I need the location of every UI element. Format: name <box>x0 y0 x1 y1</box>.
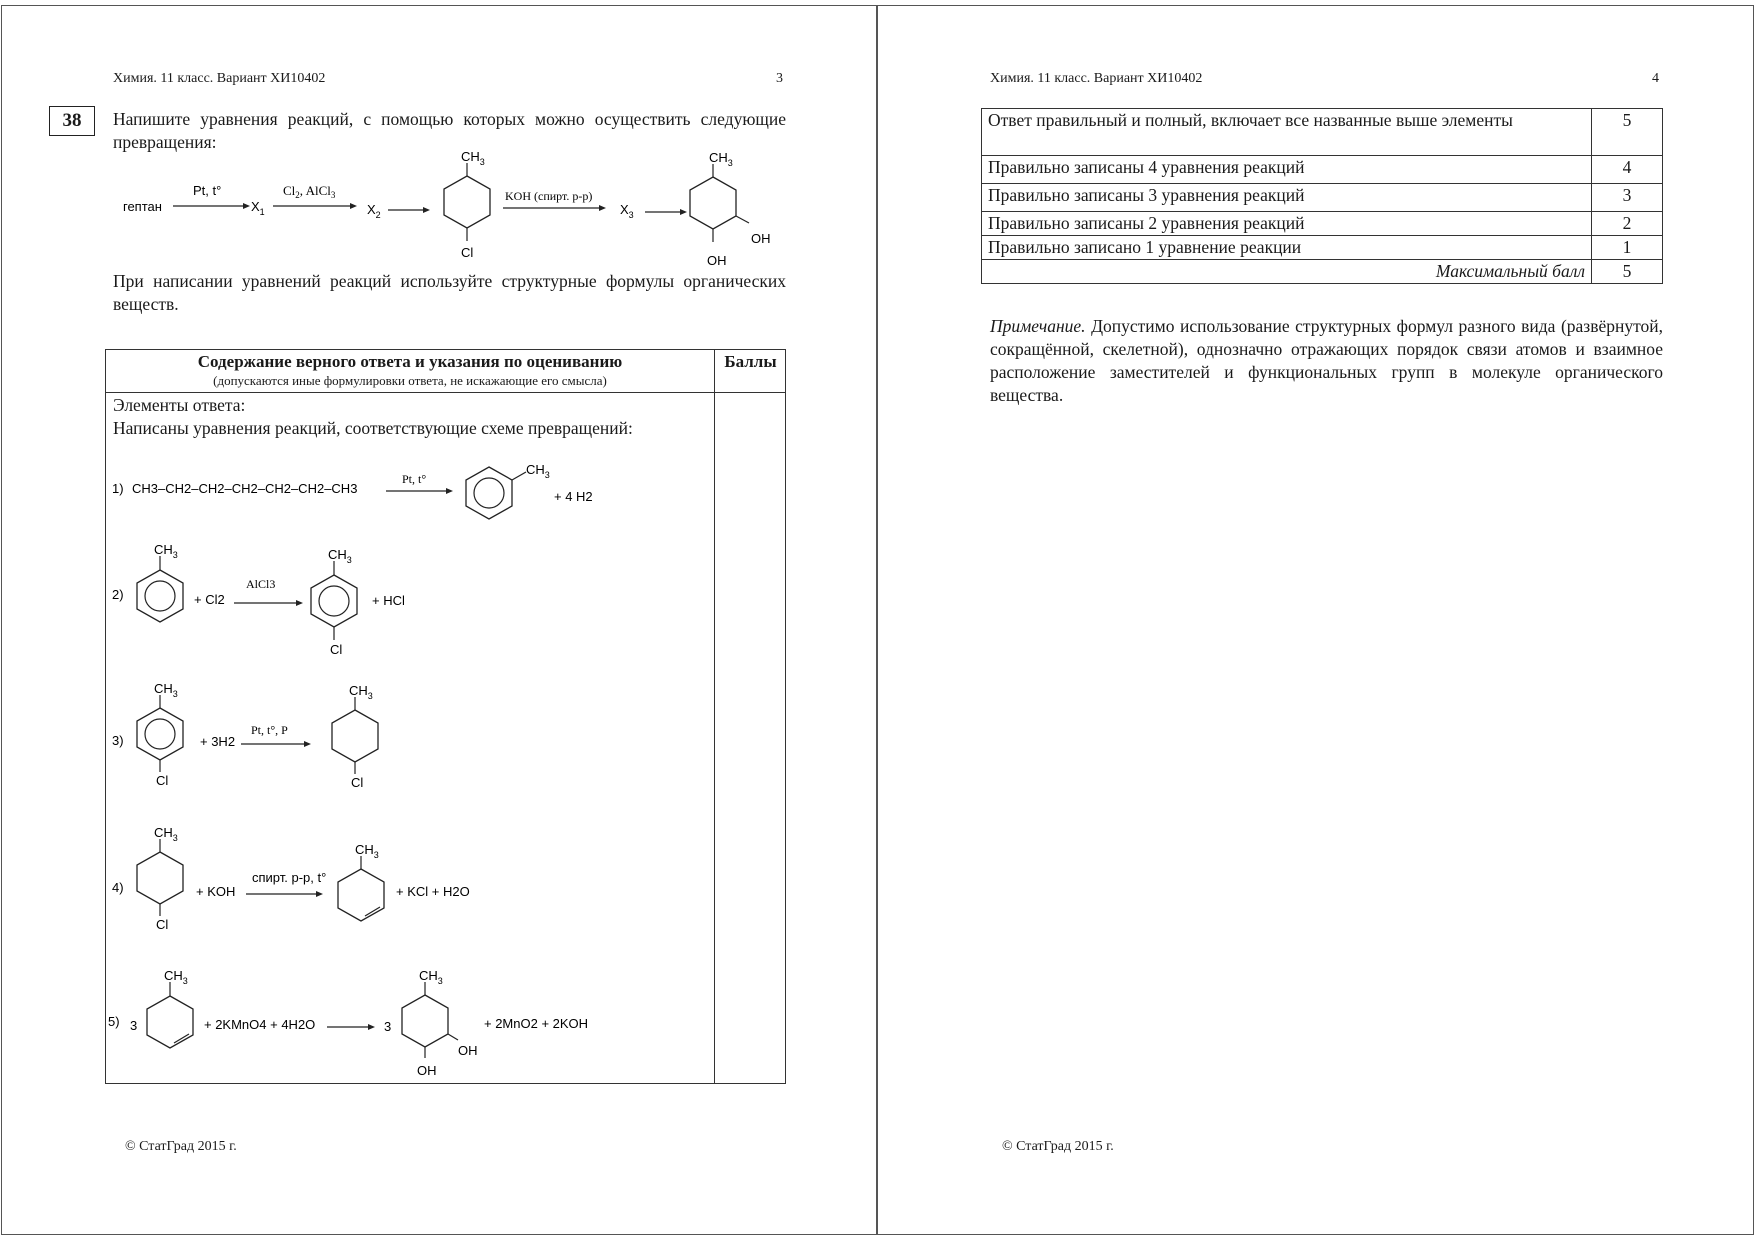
criteria-table <box>981 108 1663 284</box>
svg-text:CH3: $CH_3$ <box>709 150 733 168</box>
left-copyright: © СтатГрад 2015 г. <box>125 1139 237 1154</box>
svg-text:CH3: $CH_3$ <box>164 968 188 986</box>
note-text: Допустимо использование структурных формул разного вида (развёрнутой, сокращённой, скелетной), однозначно отражающих порядок связи атомов и взаимное расположение заместителей и функциональных групп в молекуле органического вещества. <box>990 316 1664 405</box>
svg-text:4): 4) <box>112 880 124 895</box>
equation-2 <box>112 542 405 657</box>
answer-table <box>105 349 786 1084</box>
svg-text:CH3: $CH_3$ <box>526 462 550 480</box>
instruction-text: При написании уравнений реакций используйте структурные формулы органических веществ. <box>113 271 786 314</box>
svg-text:CH3: $CH_3$ <box>154 825 178 843</box>
svg-text:Cl2, AlCl3: $Cl_2$, AlCl$_3$ <box>283 183 336 200</box>
svg-text:+ 2MnO2 + 2KOH: + 2MnO2 + 2KOH <box>484 1016 589 1031</box>
criteria-points: 4 <box>1592 156 1663 184</box>
svg-text:X3: $X_3$ <box>620 202 634 220</box>
svg-text:OH: OH <box>707 253 727 268</box>
svg-text:+ 2KMnO4 + 4H2O: + 2KMnO4 + 4H2O <box>204 1017 316 1032</box>
max-score-label: Максимальный балл <box>982 260 1592 284</box>
criteria-text: Правильно записаны 4 уравнения реакций <box>982 156 1592 184</box>
criteria-row <box>982 156 1663 184</box>
equation-4 <box>112 825 470 932</box>
note-label: Примечание. <box>990 316 1086 336</box>
scheme-cond-1: Pt, t° <box>193 183 222 198</box>
criteria-text: Правильно записано 1 уравнение реакции <box>982 236 1592 260</box>
svg-text:OH: OH <box>751 231 771 246</box>
svg-text:спирт. р-р, t°: спирт. р-р, t° <box>252 870 327 885</box>
criteria-points: 3 <box>1592 184 1663 212</box>
svg-text:3: 3 <box>384 1019 392 1034</box>
svg-text:5): 5) <box>108 1014 120 1029</box>
elements-label: Элементы ответа: <box>113 395 246 415</box>
equation-3 <box>112 681 378 790</box>
right-header: Химия. 11 класс. Вариант ХИ10402 <box>990 71 1203 86</box>
svg-text:CH3: $CH_3$ <box>154 681 178 699</box>
svg-text:AlCl3: AlCl3 <box>246 577 276 591</box>
svg-text:CH3: $CH_3$ <box>349 683 373 701</box>
right-page-number: 4 <box>1652 71 1659 86</box>
svg-text:3: 3 <box>130 1018 138 1033</box>
svg-text:+ KOH: + KOH <box>196 884 236 899</box>
max-score-points: 5 <box>1592 260 1663 284</box>
svg-text:CH3: $CH_3$ <box>328 547 352 565</box>
elements-text: Написаны уравнения реакций, соответствующие схеме превращений: <box>113 418 633 438</box>
scheme-cond-3: KOH (спирт. р-р) <box>505 189 593 203</box>
svg-text:Cl: Cl <box>330 642 343 657</box>
criteria-points: 1 <box>1592 236 1663 260</box>
criteria-row <box>982 109 1663 156</box>
svg-text:+ Cl2: + Cl2 <box>194 592 225 607</box>
equation-5 <box>108 968 588 1078</box>
svg-text:+ KCl + H2O: + KCl + H2O <box>396 884 470 899</box>
svg-text:Pt, t°: Pt, t° <box>402 472 427 486</box>
svg-text:Cl: Cl <box>461 245 474 260</box>
svg-text:+ HCl: + HCl <box>372 593 405 608</box>
equation-1 <box>112 462 593 519</box>
svg-text:CH3: $CH_3$ <box>355 842 379 860</box>
criteria-points: 2 <box>1592 212 1663 236</box>
table-header-points: Баллы <box>724 352 777 371</box>
svg-text:Cl: Cl <box>156 917 169 932</box>
table-header-sub: (допускаются иные формулировки ответа, не искажающие его смысла) <box>213 373 607 388</box>
svg-text:CH3: $CH_3$ <box>461 149 485 167</box>
scheme-start: гептан <box>123 199 162 214</box>
right-copyright: © СтатГрад 2015 г. <box>1002 1139 1114 1154</box>
svg-text:Pt, t°, P: Pt, t°, P <box>251 723 288 737</box>
svg-text:3): 3) <box>112 733 124 748</box>
criteria-text: Правильно записаны 2 уравнения реакций <box>982 212 1592 236</box>
svg-text:CH3: $CH_3$ <box>419 968 443 986</box>
left-header: Химия. 11 класс. Вариант ХИ10402 <box>113 71 326 86</box>
question-text: Напишите уравнения реакций, с помощью которых можно осуществить следующие превращения: <box>113 109 786 152</box>
svg-text:1): 1) <box>112 481 124 496</box>
svg-text:+ 4 H2: + 4 H2 <box>554 489 593 504</box>
table-header-main: Содержание верного ответа и указания по оцениванию <box>197 352 623 371</box>
svg-text:CH3: $CH_3$ <box>154 542 178 560</box>
criteria-row <box>982 236 1663 260</box>
left-page-number: 3 <box>776 71 783 86</box>
note <box>990 315 1663 407</box>
criteria-points: 5 <box>1592 109 1663 156</box>
criteria-row <box>982 212 1663 236</box>
svg-text:X1: $X_1$ <box>251 199 265 217</box>
svg-text:OH: OH <box>417 1063 437 1078</box>
methylcyclohexanediol <box>690 177 736 229</box>
svg-text:2): 2) <box>112 587 124 602</box>
methyl-chlorocyclohexane <box>444 176 490 228</box>
criteria-max-row <box>982 260 1663 284</box>
reaction-scheme <box>113 148 793 270</box>
svg-text:Cl: Cl <box>351 775 364 790</box>
svg-text:OH: OH <box>458 1043 478 1058</box>
svg-text:+ 3H2: + 3H2 <box>200 734 236 749</box>
svg-text:X2: $X_2$ <box>367 202 381 220</box>
svg-text:CH3–CH2–CH2–CH2–CH2–CH2–CH3: CH3–CH2–CH2–CH2–CH2–CH2–CH3 <box>132 481 358 496</box>
reaction-equations <box>106 450 712 1082</box>
criteria-text: Ответ правильный и полный, включает все названные выше элементы <box>982 109 1592 156</box>
question-number: 38 <box>49 106 95 136</box>
svg-text:Cl: Cl <box>156 773 169 788</box>
criteria-row <box>982 184 1663 212</box>
criteria-text: Правильно записаны 3 уравнения реакций <box>982 184 1592 212</box>
